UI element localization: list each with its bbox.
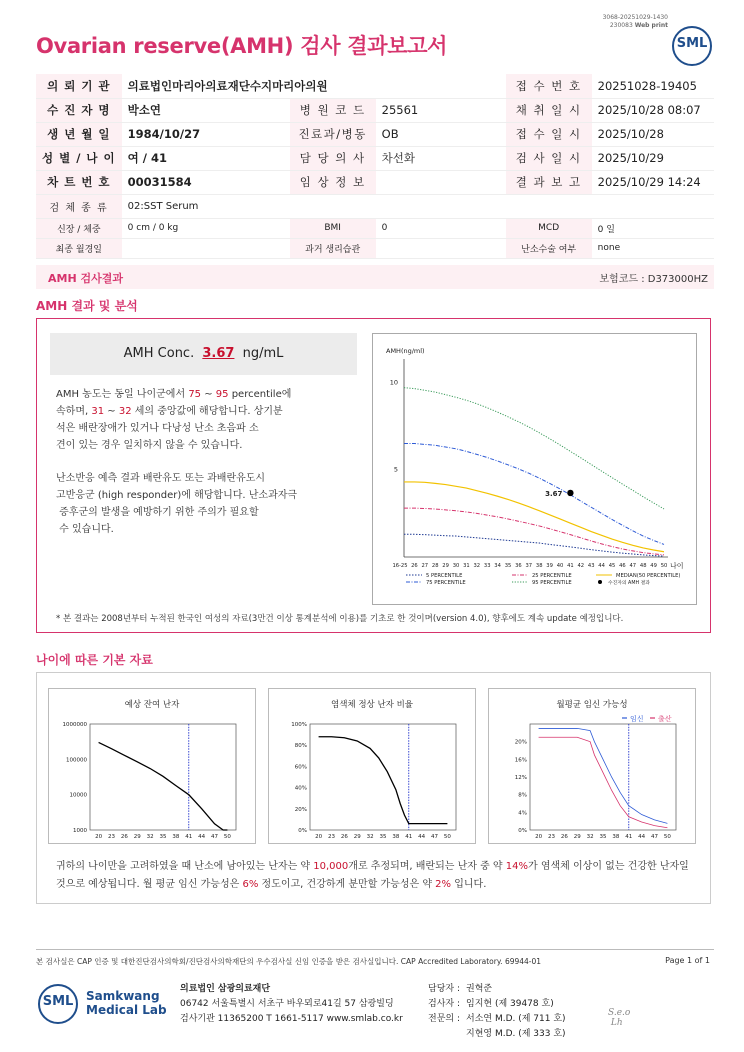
- x-tick-label: 31: [463, 563, 470, 569]
- page-number: Page 1 of 1: [665, 956, 710, 965]
- y-tick-label: 12%: [514, 775, 527, 781]
- label-mcd: MCD: [506, 218, 592, 238]
- y-tick-label: 80%: [294, 743, 307, 750]
- x-tick-label: 37: [525, 563, 533, 569]
- value-menstrual-history: [376, 238, 506, 258]
- x-tick-label: 27: [421, 563, 429, 569]
- x-tick-label: 39: [546, 563, 553, 569]
- y-tick-label: 8%: [518, 792, 527, 799]
- label-patient-name: 수 진 자 명: [36, 98, 122, 122]
- x-tick-label: 29: [353, 834, 361, 840]
- series-line: [404, 534, 664, 556]
- label-hospital-code: 병 원 코 드: [290, 98, 376, 122]
- x-tick-label: 26: [340, 834, 348, 840]
- normal-egg-ratio-chart: [268, 688, 476, 844]
- x-tick-label: 23: [107, 834, 115, 840]
- x-tick-label: 38: [612, 834, 620, 840]
- label-specimen: 검 체 종 류: [36, 194, 122, 218]
- x-tick-label: 35: [379, 834, 387, 840]
- ovarian-response-text: 난소반응 예측 결과 배란유도 또는 과배란유도시 고반응군 (high responder)에 해당합니다. 난소과자극 증후군의 발생을 예방하기 위한 주의가 필요할 수 있습니다.: [56, 473, 298, 535]
- insurance-code: 보험코드 : D373000HZ: [599, 274, 708, 285]
- x-tick-label: 33: [483, 563, 491, 569]
- x-tick-label: 47: [629, 563, 637, 569]
- x-tick-label: 44: [198, 834, 206, 840]
- info-row: [36, 218, 714, 238]
- info-row: [36, 194, 714, 218]
- x-tick-label: 32: [146, 834, 154, 840]
- amh-conc-unit: ng/mL: [242, 346, 284, 361]
- x-tick-label: 41: [185, 834, 193, 840]
- info-row: [36, 98, 714, 122]
- x-tick-label: 42: [577, 563, 585, 569]
- analysis-section-title: AMH 결과 및 분석: [36, 299, 138, 313]
- label-collect-date: 채 취 일 시: [506, 98, 592, 122]
- x-tick-label: 32: [586, 834, 594, 840]
- value-chart-no: 00031584: [122, 170, 290, 194]
- egg-count: 10,000: [313, 861, 349, 872]
- series-line: [404, 444, 664, 545]
- legend-label: 수진자의 AMH 결과: [608, 581, 650, 586]
- document-code: [603, 14, 668, 30]
- y-tick-label: 4%: [518, 810, 527, 817]
- chart-title: 월평균 임신 가능성: [556, 700, 628, 710]
- x-tick-label: 29: [442, 563, 449, 569]
- pregnancy-chance-chart: [488, 688, 696, 844]
- y-tick-label: 100000: [66, 757, 87, 764]
- birth-pct: 2%: [435, 879, 452, 890]
- age-high: 32: [118, 406, 132, 417]
- amh-result-title: AMH 검사결과: [48, 272, 123, 285]
- series-line: [404, 508, 664, 555]
- amh-conc-value: 3.67: [202, 346, 235, 361]
- label-doctor: 담 당 의 사: [290, 146, 376, 170]
- y-tick-label: 1000000: [62, 722, 87, 728]
- label-sex-age: 성 별 / 나 이: [36, 146, 122, 170]
- label-test-date: 검 사 일 시: [506, 146, 592, 170]
- x-tick-label: 36: [515, 563, 522, 569]
- x-tick-label: 50: [443, 834, 451, 840]
- y-axis-label: AMH(ng/ml): [386, 347, 425, 355]
- amh-conc-label: AMH Conc.: [123, 346, 195, 361]
- x-tick-label: 44: [638, 834, 646, 840]
- legend-label: MEDIAN(50 PERCENTILE): [616, 573, 681, 579]
- x-tick-label: 41: [405, 834, 413, 840]
- x-tick-label: 44: [418, 834, 426, 840]
- y-tick-label: 10: [389, 378, 398, 387]
- x-axis-label: 나이: [670, 562, 684, 570]
- value-report-date: 2025/10/29 14:24: [592, 170, 714, 194]
- series-line: [539, 728, 668, 823]
- x-tick-label: 26: [411, 563, 418, 569]
- label-requester: 의 뢰 기 관: [36, 74, 122, 98]
- y-tick-label: 10000: [69, 792, 87, 799]
- patient-value-label: 3.67: [545, 489, 563, 498]
- y-tick-label: 0%: [518, 828, 527, 834]
- y-tick-label: 5: [393, 465, 398, 474]
- x-tick-label: 20: [315, 834, 323, 840]
- value-lmp: [122, 238, 290, 258]
- value-collect-date: 2025/10/28 08:07: [592, 98, 714, 122]
- age-low: 31: [91, 406, 105, 417]
- x-tick-label: 48: [639, 563, 647, 569]
- value-receipt-date: 2025/10/28: [592, 122, 714, 146]
- pregnancy-pct: 6%: [242, 879, 259, 890]
- info-row: [36, 146, 714, 170]
- label-height-weight: 신장 / 체중: [36, 218, 122, 238]
- label-ovarian-surgery: 난소수술 여부: [506, 238, 592, 258]
- label-chart-no: 차 트 번 호: [36, 170, 122, 194]
- amh-conc: [50, 346, 357, 361]
- x-tick-label: 44: [598, 563, 605, 569]
- value-requester: 의료법인마리아의료재단수지마리아의원: [122, 74, 506, 98]
- y-tick-label: 60%: [294, 764, 307, 771]
- x-tick-label: 29: [133, 834, 141, 840]
- value-mcd: 0 일: [592, 218, 714, 238]
- plot-area: [310, 724, 456, 830]
- x-tick-label: 38: [392, 834, 400, 840]
- chart-title: 예상 잔여 난자: [124, 700, 180, 710]
- x-tick-label: 46: [619, 563, 626, 569]
- value-height-weight: 0 cm / 0 kg: [122, 218, 290, 238]
- info-row: [36, 122, 714, 146]
- y-tick-label: 40%: [294, 785, 307, 792]
- x-tick-label: 26: [120, 834, 128, 840]
- x-tick-label: 23: [547, 834, 555, 840]
- normal-egg-pct: 14%: [505, 861, 529, 872]
- x-tick-label: 23: [327, 834, 335, 840]
- series-line: [99, 742, 228, 830]
- info-row: [36, 74, 714, 98]
- x-tick-label: 32: [366, 834, 374, 840]
- doc-code-line1: 3068-20251029-1430: [602, 14, 668, 21]
- accreditation-note: 본 검사실은 CAP 인증 및 대한진단검사의학회/진단검사의학재단의 우수검사실 신임 인증을 받은 검사실입니다. CAP Accredited Laboratory. 69944-01: [36, 957, 542, 966]
- label-receipt-date: 접 수 일 시: [506, 122, 592, 146]
- label-bmi: BMI: [290, 218, 376, 238]
- x-tick-label: 47: [431, 834, 439, 840]
- y-tick-label: 0%: [298, 828, 307, 834]
- x-tick-label: 47: [211, 834, 219, 840]
- x-tick-label: 50: [660, 563, 668, 569]
- label-receipt-no: 접 수 번 호: [506, 74, 592, 98]
- legend-label: 95 PERCENTILE: [532, 580, 572, 586]
- x-tick-label: 50: [663, 834, 671, 840]
- label-menstrual-history: 과거 생리습관: [290, 238, 376, 258]
- patient-info-table: [36, 74, 714, 259]
- x-tick-label: 41: [567, 563, 574, 569]
- value-clinical-info: [376, 170, 506, 194]
- legend-label: 출산: [658, 715, 672, 723]
- value-sex-age: 여 / 41: [122, 146, 290, 170]
- series-line: [319, 737, 448, 824]
- value-doctor: 차선화: [376, 146, 506, 170]
- x-tick-label: 35: [159, 834, 167, 840]
- label-birth-date: 생 년 월 일: [36, 122, 122, 146]
- age-summary-text: 귀하의 나이만을 고려하였을 때 난소에 남아있는 난자는 약 10,000개로 추정되며, 배란되는 난자 중 약 14%가 염색체 이상이 없는 건강한 난자일 것으로 예상됩니다. 월 평균 임신 가능성은 6% 정도이고, 건강하게 분만할 가능성은 약 2% 입니다.: [56, 861, 689, 890]
- plot-area: [530, 724, 676, 830]
- label-clinical-info: 임 상 정 보: [290, 170, 376, 194]
- value-hospital-code: 25561: [376, 98, 506, 122]
- y-tick-label: 20%: [514, 739, 527, 746]
- footer-divider: [36, 949, 714, 950]
- footer-org-info: 의료법인 삼광의료재단 06742 서울특별시 서초구 바우뫼로41길 57 삼광빌딩 검사기관 11365200 T 1661-5117 www.smlab.co.kr: [180, 984, 403, 1024]
- x-tick-label: 38: [172, 834, 180, 840]
- x-tick-label: 45: [608, 563, 616, 569]
- page-title: Ovarian reserve(AMH) 검사 결과보고서: [36, 34, 448, 58]
- percentile-high: 95: [215, 389, 229, 400]
- remaining-eggs-chart: [48, 688, 256, 844]
- x-tick-label: 20: [535, 834, 543, 840]
- sml-logo-text: SML: [676, 36, 708, 51]
- y-tick-label: 1000: [73, 828, 87, 834]
- x-tick-label: 40: [556, 563, 564, 569]
- signature-icon: S.e.o Lh: [608, 1008, 631, 1028]
- x-tick-label: 35: [599, 834, 607, 840]
- y-tick-label: 16%: [514, 757, 527, 764]
- patient-point: [567, 490, 573, 496]
- x-tick-label: 29: [573, 834, 581, 840]
- footer-staff: 담당자 : 권혁준 검사자 : 임지현 (제 39478 호) 전문의 : 서소연 M.D. (제 711 호) 지현영 M.D. (제 333 호): [428, 984, 566, 1039]
- doc-code-line2: 230083: [609, 22, 633, 29]
- x-tick-label: 35: [504, 563, 512, 569]
- info-row: [36, 238, 714, 258]
- x-tick-label: 20: [95, 834, 103, 840]
- legend-label: 25 PERCENTILE: [532, 573, 572, 579]
- y-tick-label: 100%: [291, 722, 307, 728]
- x-tick-label: 34: [494, 563, 501, 569]
- label-department: 진료과/병동: [290, 122, 376, 146]
- percentile-low: 75: [188, 389, 202, 400]
- x-tick-label: 41: [625, 834, 633, 840]
- x-tick-label: 38: [535, 563, 543, 569]
- value-specimen: 02:SST Serum: [122, 194, 714, 218]
- x-tick-label: 50: [223, 834, 231, 840]
- series-line: [404, 388, 664, 509]
- x-tick-label: 30: [452, 563, 460, 569]
- chart-title: 염색체 정상 난자 비율: [330, 700, 414, 710]
- web-print-tag: Web print: [634, 22, 668, 29]
- x-tick-label: 26: [560, 834, 568, 840]
- amh-percentile-chart: [372, 333, 697, 605]
- x-tick-label: 32: [473, 563, 481, 569]
- footnote: * 본 결과는 2008년부터 누적된 한국인 여성의 자료(3만건 이상 통계분석에 이용)를 기초로 한 것이며(version 4.0), 향후에도 계속 update 예정입니다.: [56, 614, 624, 624]
- label-lmp: 최종 월경일: [36, 238, 122, 258]
- sml-footer-logo-text: SML: [42, 994, 74, 1009]
- legend-label: 75 PERCENTILE: [426, 580, 466, 586]
- x-tick-label: 43: [587, 563, 595, 569]
- x-tick-label: 47: [651, 834, 659, 840]
- x-tick-label: 28: [431, 563, 439, 569]
- value-ovarian-surgery: none: [592, 238, 714, 258]
- value-patient-name: 박소연: [122, 98, 290, 122]
- value-birth-date: 1984/10/27: [122, 122, 290, 146]
- y-tick-label: 20%: [294, 806, 307, 813]
- legend-patient-swatch: [598, 580, 602, 584]
- value-receipt-no: 20251028-19405: [592, 74, 714, 98]
- series-line: [404, 482, 664, 552]
- x-tick-label: 16-25: [392, 563, 408, 569]
- label-report-date: 결 과 보 고: [506, 170, 592, 194]
- value-bmi: 0: [376, 218, 506, 238]
- legend-label: 5 PERCENTILE: [426, 573, 463, 579]
- amh-interpretation: AMH 농도는 동일 나이군에서 75 ~ 95 percentile에 속하며, 31 ~ 32 세의 중앙값에 해당합니다. 상기분 석은 배란장애가 있거나 다낭성 난소 초음파 소 견이 있는 경우 일치하지 않을 수 있습니다.: [56, 389, 292, 451]
- x-tick-label: 49: [650, 563, 657, 569]
- legend-label: 임신: [630, 715, 644, 723]
- value-department: OB: [376, 122, 506, 146]
- value-test-date: 2025/10/29: [592, 146, 714, 170]
- info-row: [36, 170, 714, 194]
- series-line: [539, 737, 668, 828]
- age-section-title: 나이에 따른 기본 자료: [36, 653, 153, 667]
- footer-brand: Samkwang Medical Lab: [86, 989, 167, 1017]
